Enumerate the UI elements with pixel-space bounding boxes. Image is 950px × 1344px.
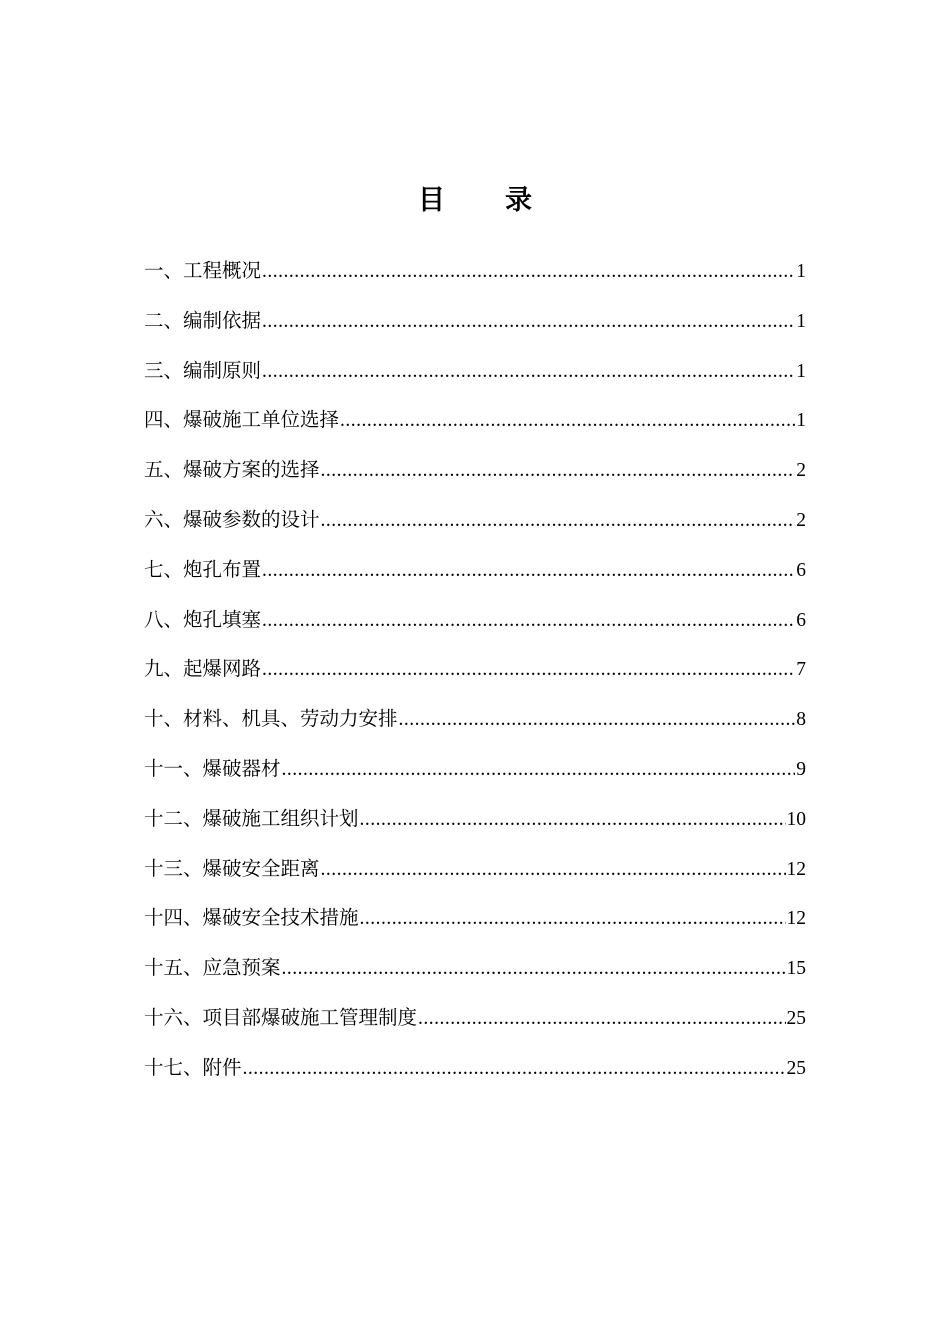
toc-entry-label: 八、炮孔填塞 xyxy=(144,607,262,631)
toc-entry-label: 十一、爆破器材 xyxy=(144,756,281,780)
toc-entry-label: 五、爆破方案的选择 xyxy=(144,458,320,482)
toc-dot-leader xyxy=(262,655,795,685)
toc-entry-page: 2 xyxy=(796,509,806,531)
toc-entry-label: 三、编制原则 xyxy=(144,358,262,382)
toc-entry-label: 十三、爆破安全距离 xyxy=(144,856,320,880)
toc-entry-page: 12 xyxy=(786,858,806,880)
toc-entry[interactable] xyxy=(144,306,806,356)
toc-entry-page: 25 xyxy=(786,1057,806,1079)
toc-entry-page: 1 xyxy=(796,261,806,282)
toc-list xyxy=(144,256,806,1103)
toc-dot-leader xyxy=(321,506,796,536)
toc-entry[interactable] xyxy=(144,505,806,555)
toc-entry-label: 十二、爆破施工组织计划 xyxy=(144,806,359,830)
toc-entry-label: 十五、应急预案 xyxy=(144,956,281,980)
toc-dot-leader xyxy=(360,805,786,835)
toc-dot-leader xyxy=(262,257,795,287)
toc-entry-label: 一、工程概况 xyxy=(144,259,262,282)
toc-entry[interactable] xyxy=(144,804,806,854)
toc-entry[interactable] xyxy=(144,704,806,754)
toc-entry[interactable] xyxy=(144,1003,806,1053)
toc-entry[interactable] xyxy=(144,854,806,904)
toc-entry-label: 四、爆破施工单位选择 xyxy=(144,408,340,432)
toc-dot-leader xyxy=(399,705,796,735)
toc-dot-leader xyxy=(262,606,795,636)
toc-dot-leader xyxy=(340,406,795,436)
toc-entry[interactable] xyxy=(144,555,806,605)
toc-dot-leader xyxy=(282,755,796,785)
toc-entry[interactable] xyxy=(144,754,806,804)
toc-dot-leader xyxy=(360,904,786,934)
toc-entry-label: 十六、项目部爆破施工管理制度 xyxy=(144,1005,418,1029)
toc-entry[interactable] xyxy=(144,356,806,406)
toc-entry[interactable] xyxy=(144,256,806,306)
toc-dot-leader xyxy=(262,307,795,337)
toc-entry-page: 15 xyxy=(786,958,806,980)
toc-entry-page: 12 xyxy=(786,908,806,930)
toc-entry-label: 十七、附件 xyxy=(144,1055,242,1079)
toc-entry-page: 7 xyxy=(796,659,806,681)
toc-entry-label: 九、起爆网路 xyxy=(144,657,262,681)
toc-entry-label: 二、编制依据 xyxy=(144,308,262,332)
toc-entry-page: 1 xyxy=(796,360,806,382)
toc-entry-page: 1 xyxy=(796,310,806,332)
toc-entry[interactable] xyxy=(144,1053,806,1103)
toc-entry-page: 1 xyxy=(796,410,806,432)
toc-dot-leader xyxy=(321,855,786,885)
toc-entry-page: 9 xyxy=(796,758,806,780)
toc-dot-leader xyxy=(262,556,795,586)
toc-entry-page: 25 xyxy=(786,1007,806,1029)
toc-entry-label: 六、爆破参数的设计 xyxy=(144,507,320,531)
toc-entry-label: 十四、爆破安全技术措施 xyxy=(144,906,359,930)
toc-dot-leader xyxy=(243,1054,786,1084)
toc-entry-page: 6 xyxy=(796,609,806,631)
toc-entry[interactable] xyxy=(144,455,806,505)
toc-entry-page: 2 xyxy=(796,460,806,482)
toc-dot-leader xyxy=(262,357,795,387)
toc-entry-label: 七、炮孔布置 xyxy=(144,557,262,581)
toc-entry[interactable] xyxy=(144,953,806,1003)
toc-entry-page: 8 xyxy=(796,709,806,731)
toc-dot-leader xyxy=(282,954,786,984)
toc-entry[interactable] xyxy=(144,405,806,455)
toc-entry[interactable] xyxy=(144,605,806,655)
toc-entry-page: 10 xyxy=(786,808,806,830)
toc-entry[interactable] xyxy=(144,654,806,704)
toc-title: 目录 xyxy=(418,185,592,216)
toc-entry[interactable] xyxy=(144,903,806,953)
toc-dot-leader xyxy=(321,456,796,486)
toc-dot-leader xyxy=(418,1004,785,1034)
toc-entry-label: 十、材料、机具、劳动力安排 xyxy=(144,707,398,731)
toc-entry-page: 6 xyxy=(796,559,806,581)
